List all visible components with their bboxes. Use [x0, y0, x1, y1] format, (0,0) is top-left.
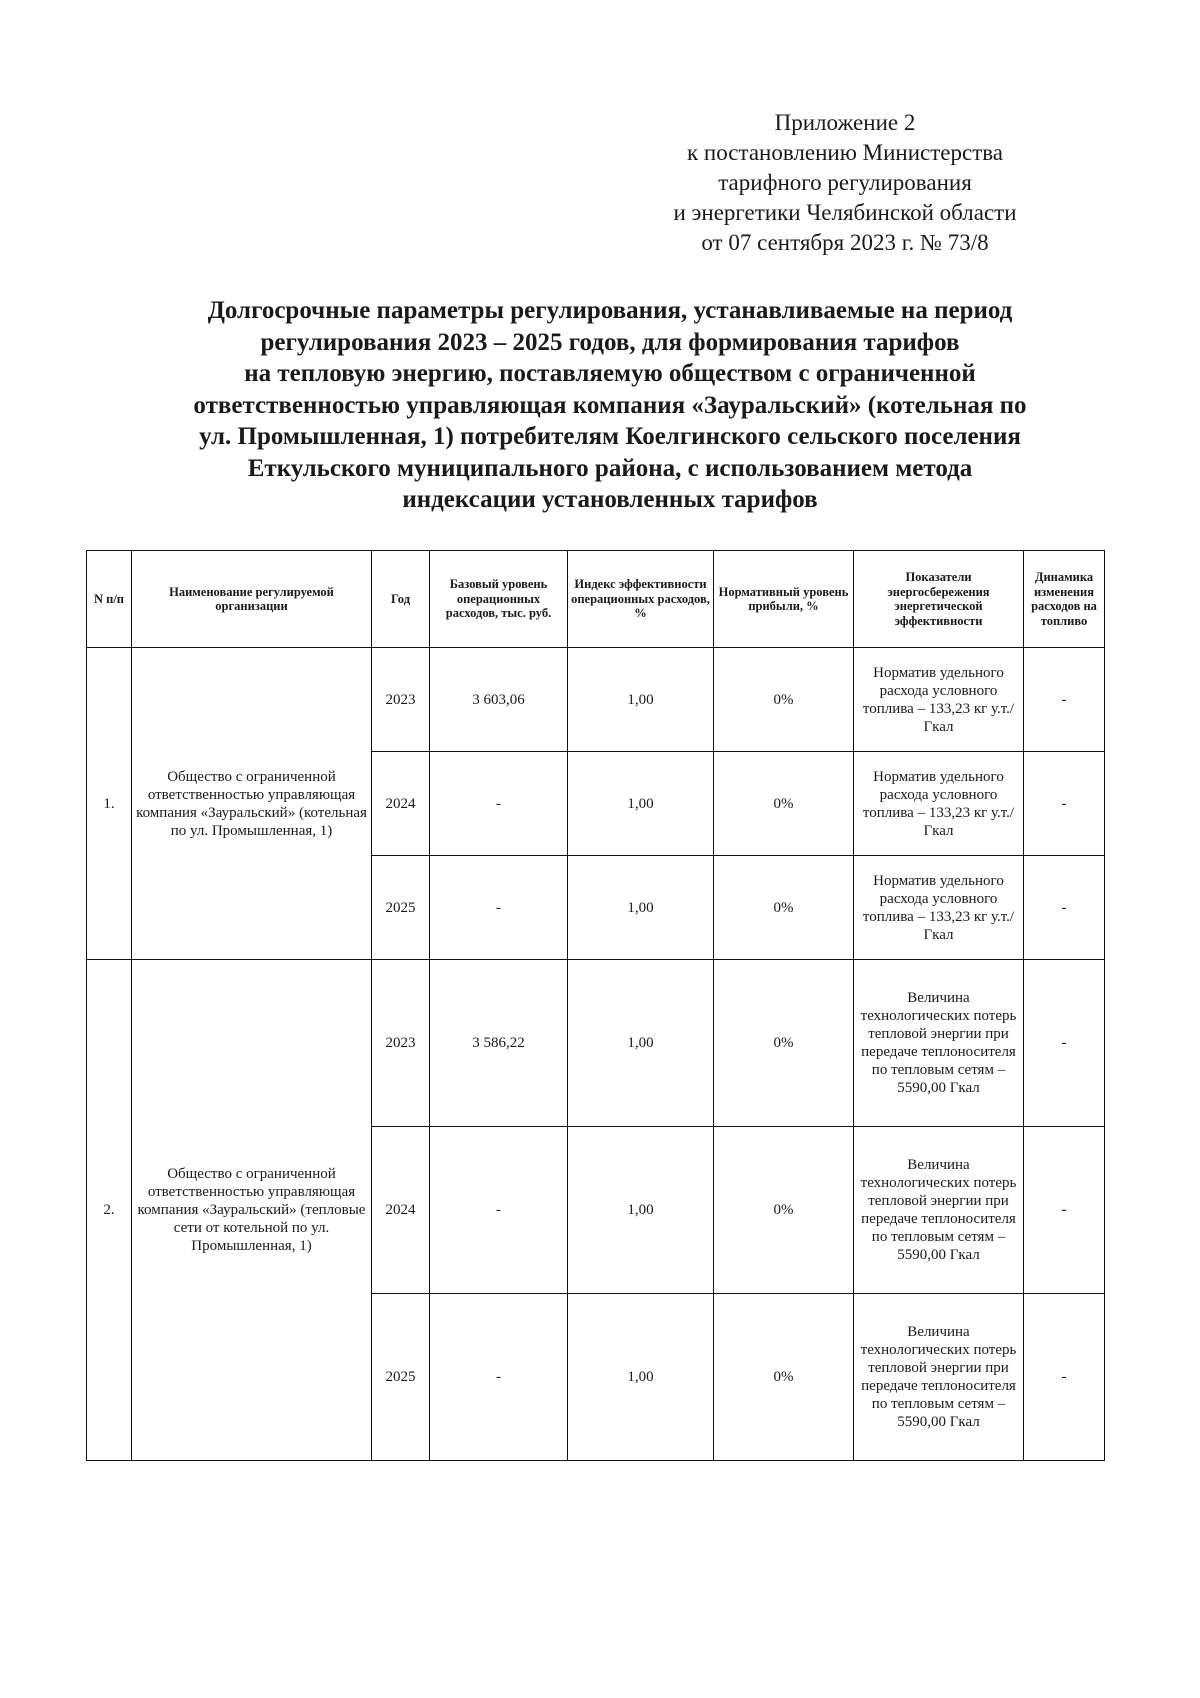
- profit-level-cell: 0%: [714, 960, 854, 1127]
- header-energy-indicators: Показатели энергосбережения энергетической эффективности: [854, 551, 1024, 648]
- heading-line: индексации установленных тарифов: [402, 486, 818, 513]
- efficiency-index-cell: 1,00: [568, 1294, 714, 1461]
- organization-name: Общество с ограниченной ответственностью управляющая компания «Зауральский» (тепловые сети от котельной по ул. Промышленная, 1): [132, 960, 372, 1461]
- header-org: Наименование регулируемой организации: [132, 551, 372, 648]
- header-fuel-dynamics: Динамика изменения расходов на топливо: [1024, 551, 1105, 648]
- fuel-dynamics-cell: -: [1024, 1127, 1105, 1294]
- header-efficiency-index: Индекс эффективности операционных расходов, %: [568, 551, 714, 648]
- energy-indicator-cell: Величина технологических потерь тепловой энергии при передаче теплоносителя по тепловым сетям – 5590,00 Гкал: [854, 960, 1024, 1127]
- energy-indicator-cell: Норматив удельного расхода условного топлива – 133,23 кг у.т./Гкал: [854, 856, 1024, 960]
- table-row: [87, 648, 1105, 752]
- efficiency-index-cell: 1,00: [568, 960, 714, 1127]
- base-level-cell: 3 586,22: [430, 960, 568, 1127]
- header-base-level: Базовый уровень операционных расходов, тыс. руб.: [430, 551, 568, 648]
- profit-level-cell: 0%: [714, 1294, 854, 1461]
- base-level-cell: -: [430, 1294, 568, 1461]
- fuel-dynamics-cell: -: [1024, 648, 1105, 752]
- energy-indicator-cell: Норматив удельного расхода условного топлива – 133,23 кг у.т./Гкал: [854, 752, 1024, 856]
- year-cell: 2023: [372, 648, 430, 752]
- heading-line: ул. Промышленная, 1) потребителям Коелгинского сельского поселения: [199, 423, 1021, 450]
- efficiency-index-cell: 1,00: [568, 752, 714, 856]
- fuel-dynamics-cell: -: [1024, 752, 1105, 856]
- organization-name: Общество с ограниченной ответственностью управляющая компания «Зауральский» (котельная по ул. Промышленная, 1): [132, 648, 372, 960]
- header-profit-level: Нормативный уровень прибыли, %: [714, 551, 854, 648]
- appendix-block: [600, 108, 1090, 258]
- heading-line: ответственностью управляющая компания «Зауральский» (котельная по: [193, 391, 1027, 419]
- base-level-cell: -: [430, 1127, 568, 1294]
- base-level-cell: -: [430, 856, 568, 960]
- base-level-cell: -: [430, 752, 568, 856]
- table-header-row: [87, 551, 1105, 648]
- year-cell: 2025: [372, 1294, 430, 1461]
- profit-level-cell: 0%: [714, 752, 854, 856]
- appendix-resolution: к постановлению Министерства: [686, 140, 1004, 165]
- energy-indicator-cell: Величина технологических потерь тепловой энергии при передаче теплоносителя по тепловым сетям – 5590,00 Гкал: [854, 1127, 1024, 1294]
- row-number: 1.: [87, 648, 132, 960]
- efficiency-index-cell: 1,00: [568, 856, 714, 960]
- parameters-table: [86, 550, 1105, 1461]
- fuel-dynamics-cell: -: [1024, 1294, 1105, 1461]
- appendix-date-number: от 07 сентября 2023 г. № 73/8: [701, 230, 989, 255]
- year-cell: 2024: [372, 752, 430, 856]
- heading-line: регулирования 2023 – 2025 годов, для формирования тарифов: [260, 328, 960, 356]
- document-heading: [120, 295, 1100, 516]
- profit-level-cell: 0%: [714, 1127, 854, 1294]
- header-num: N п/п: [87, 551, 132, 648]
- year-cell: 2023: [372, 960, 430, 1127]
- heading-line: Долгосрочные параметры регулирования, устанавливаемые на период: [207, 297, 1013, 324]
- energy-indicator-cell: Величина технологических потерь тепловой энергии при передаче теплоносителя по тепловым сетям – 5590,00 Гкал: [854, 1294, 1024, 1461]
- appendix-title: Приложение 2: [774, 110, 916, 135]
- row-number: 2.: [87, 960, 132, 1461]
- energy-indicator-cell: Норматив удельного расхода условного топлива – 133,23 кг у.т./Гкал: [854, 648, 1024, 752]
- heading-line: Еткульского муниципального района, с использованием метода: [247, 454, 973, 482]
- fuel-dynamics-cell: -: [1024, 960, 1105, 1127]
- year-cell: 2024: [372, 1127, 430, 1294]
- heading-line: на тепловую энергию, поставляемую обществом с ограниченной: [244, 360, 976, 387]
- year-cell: 2025: [372, 856, 430, 960]
- profit-level-cell: 0%: [714, 856, 854, 960]
- base-level-cell: 3 603,06: [430, 648, 568, 752]
- profit-level-cell: 0%: [714, 648, 854, 752]
- appendix-ministry-2: и энергетики Челябинской области: [673, 200, 1017, 225]
- fuel-dynamics-cell: -: [1024, 856, 1105, 960]
- efficiency-index-cell: 1,00: [568, 1127, 714, 1294]
- header-year: Год: [372, 551, 430, 648]
- table-row: [87, 960, 1105, 1127]
- efficiency-index-cell: 1,00: [568, 648, 714, 752]
- appendix-ministry-1: тарифного регулирования: [718, 170, 972, 195]
